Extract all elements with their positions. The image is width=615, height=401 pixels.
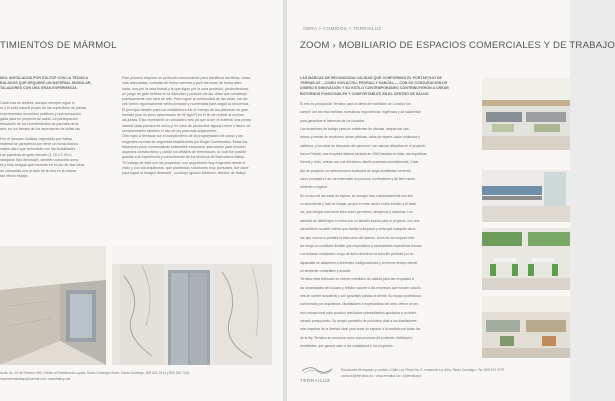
- lead-line: MOL INSTALADOS POR ITALTOP CON LA TÉCNICA: [0, 76, 89, 80]
- lounge-photo: [482, 296, 570, 358]
- text-line: Fue el llamado Volakas, importado por Italtop: [0, 136, 73, 141]
- right-footer: Soluciones de espacio y confort • Calle Los Pinos No. 9, ensanche La Julia, Santo Domingo • Tel. 809 472 0797: [341, 368, 505, 372]
- lead-line: DISEÑO E INNOVACIÓN Y SU ESTILO CONTEMPORÁNEO CONTRIBUYERON A CREAR: [300, 86, 449, 91]
- text-line: como prioridad el uso de materiales no porosos, confortables y de fácil mante-: [300, 177, 416, 182]
- text-line: durabilidad, que genera valor a los ciudadanos y los proyectos.: [300, 343, 394, 348]
- lead-line: RALADOS QUE REQUIRIÓ UN MATERIAL SINGULAR,: [0, 81, 92, 86]
- text-line: gada para un proyecto de salud. La participación: [0, 116, 78, 121]
- text-line: vicio excepcional para producir resultados sobresalientes ajustados a un deter-: [300, 310, 418, 315]
- bench-corridor-photo: [482, 156, 570, 222]
- text-line: gracias a la experiencia y conocimiento de los técnicos de Marmoleria Italtop.: [122, 155, 246, 160]
- text-line: asientos se distribuyen en línea con un tamaño exacto para el proyecto, con una: [300, 218, 420, 223]
- text-line: capacidad de adaptarse a diferentes configuraciones y al mismo tiempo ofrecer: [300, 260, 418, 265]
- elevator-marble-photo: [112, 246, 272, 365]
- text-line: ro y el sello natural propio de las superficies de piedra.: [0, 106, 87, 111]
- text-line: aria, en los frentes de los ascensores de todas las: [0, 127, 80, 132]
- text-line: rabajaron tipo libromach, también conocida como: [0, 157, 79, 162]
- text-line: Otro logro a destacar fue el cumplimiento de la programación de obras y las: [122, 134, 243, 139]
- text-line: luz, que integra una fuerte ética como gérmenes, alérgenos y manchas. Los: [300, 210, 413, 215]
- lead-line: TERRAILUZ —COMO SON ACTIU, PEDRALI Y SANCAL—, CON SU CONJUGACIÓN DE: [300, 81, 448, 86]
- text-line: nes de confort duraderas y con garantías sólidas al cliente. Su equipo profesional,: [300, 293, 422, 298]
- text-line: las juntas. Esto representó un verdadero reto ya que al ser el material una piedra: [122, 118, 252, 123]
- text-line: Este proceso requiere un profundo conocimiento para identificar las fibras, vetas,: [122, 76, 252, 80]
- text-line: ue colocadas una al lado de la otra en la misma: [0, 168, 77, 173]
- text-line: "El trabajo de esta con los proyectos, con seguidores muy exigentes desde el: [122, 160, 246, 165]
- text-line: las necesidades del usuario y brindar soporte a las empresas que buscan solucio-: [300, 285, 422, 290]
- waiting-area-photo: [482, 78, 570, 150]
- text-line: para lograr la imagen deseada", concluye Ignacio Martínez, director de Italtop.: [122, 171, 247, 176]
- right-footer-contact: contacto@terrailuz.do • www.terrailuz.do • @terrailuzrd: [341, 374, 422, 378]
- text-line: natural cada plancha es única y, en caso de producirse alguna rotura o fisura, se: [122, 123, 251, 128]
- text-line: zas fueron rigurosamente seleccionadas y numeradas para seguir la secuencia.: [122, 102, 250, 107]
- text-line: nimiento e higiene.: [300, 185, 329, 190]
- right-page-title: ZOOM › MOBILIARIO DE ESPACIOS COMERCIALES Y DE TRABAJO: [300, 40, 615, 51]
- text-line: Sancal y Actiu, ambas con sus directores diseño premiado mundialmente. Cada: [300, 160, 419, 165]
- text-line: más expertos de la libertad ideal para crear un espacio a la medida con todas las: [300, 327, 421, 332]
- text-line: inicio y con los arquitectos, que plantearon soluciones muy puntuales, fue clave: [122, 166, 249, 171]
- text-line: tipo de proyecto, se seleccionaron acabados de larga durabilidad, teniendo: [300, 168, 412, 173]
- text-line: Terrailuz está enfocado en ofrecer mobiliario de calidad para dar respuesta a: [300, 277, 414, 282]
- text-line: cafetería, y los salas de descanso del personal. Las marcas utilizadas en el proyecto: [300, 143, 426, 148]
- right-lead-text: [300, 76, 478, 97]
- text-line: más adecuadas, cortadas de forma correcta y pulir las losas de forma alter-: [122, 81, 243, 86]
- text-line: El principal desafío para los instaladores fue el manejo de las planchas de gran: [122, 107, 249, 112]
- text-line: fueron Pedrali, una empresa italiana fundada en 1963 basada en Italia; las españolas: [300, 152, 427, 157]
- text-line: El reto es principal de Terrailuz para la oferta del mobiliario de Corsdon fue: [300, 102, 411, 106]
- text-line: tan efecto espejo.: [0, 173, 29, 178]
- text-line: conformado por arquitectos, diseñadores e especialistas del área, ofrece un ser-: [300, 302, 420, 307]
- lead-line: LAS MARCAS DE RECONOCIDA CALIDAD QUE CONFORMAN EL PORTAFOLIO DE: [300, 76, 442, 80]
- text-line: material se caracteriza por tener un fondo blanco: [0, 142, 79, 147]
- text-line: cumplir con las más estrictas normativas ergonómicas, higiénicas y de salubridad: [300, 110, 421, 115]
- left-lead-text: [0, 76, 112, 92]
- text-line: fue elegir un mobiliario flexible que respondiera a necesidades específicas futuras.: [300, 243, 423, 248]
- left-column-2: [122, 76, 272, 177]
- text-line: formato (con un peso aproximado de 59 kg/m²) en el fin de reducir al mínimo: [122, 113, 245, 118]
- text-line: Las planchas de gran formato (1,78 x 2,78 m: [0, 152, 72, 157]
- text-line: carmelita en la parte inferior que facilita la limpieza y evita que cualquier derra-: [300, 227, 417, 232]
- right-body-column: [300, 100, 478, 350]
- text-line: desarrollo de los revestimientos de paredes de la: [0, 122, 79, 127]
- text-line: nada, una por la cara frontal y la que sigue por la cara posterior, produciéndose: [122, 86, 249, 91]
- text-line: ra y muy antigua que consiste en el uso de dos losas: [0, 163, 85, 168]
- text-line: experimentan recorridos positivos y una sensación: [0, 111, 81, 116]
- breadcrumb: OBRA > COMIDOS > TERRAILUZ: [303, 26, 382, 31]
- left-column-1: [0, 101, 112, 179]
- text-line: comprometería también el uso de las planchas adyacentes.: [122, 128, 217, 133]
- text-line: para garantizar el bienestar de los usuarios.: [300, 118, 366, 123]
- text-line: exigentes normas de seguridad establecidas por Bogle Construction. Estas ins-: [122, 139, 249, 144]
- lead-line: TALADORES CON UNA GRAN EXPERIENCIA.: [0, 86, 78, 91]
- left-page: [0, 0, 283, 401]
- text-line: En el caso de las salas de espera, se escogió muy cuidadosamente sus tela: [300, 193, 414, 198]
- text-line: prácticamente una obra de arte. Para lograr la continuidad de las vetas, las pie-: [122, 97, 249, 102]
- right-page: [287, 0, 615, 401]
- text-line: un juego de gran belleza en la dirección y posición de las vetas que constituye: [122, 91, 247, 96]
- text-line: Cada losa es distinta, aunque siempre sigue el: [0, 101, 75, 105]
- text-line: Las estaciones de trabajo para los ambientes de oficinas, despachos ope-: [300, 127, 410, 132]
- text-line: mates claro que armonizan con las tonalidades: [0, 147, 76, 152]
- text-line: un ambiente confortable y amable.: [300, 268, 352, 273]
- logo-wordmark: TERRAILUZ: [300, 378, 331, 383]
- text-line: talaciones pone comercializan materiales exclusivos adecuados para resolver: [122, 144, 246, 149]
- left-footer: Avda. Av. 23 de Febrero 493, Frente al Residencial Loyola, Santo Domingo Oeste, Santo Domingo, 809 531 1513 y 809 340 7434: [0, 371, 190, 375]
- hallway-photo: [0, 246, 106, 365]
- terrailuz-logo: [300, 364, 334, 383]
- cafeteria-photo: [482, 228, 570, 290]
- text-line: no absorbente y fácil de limpiar, ya que en este sector el alto tránsito y el detal: [300, 202, 416, 207]
- left-footer-contact: marmoleriaitaltop@hotmail.com, www.italtop.net: [0, 377, 71, 381]
- text-line: rativos y mesas de reuniones; áreas públicas, salas de espera, salón multiusos y: [300, 135, 420, 140]
- text-line: de la ley. Terrailuz se reconoce como una promesa de profesión, fiabilidad y: [300, 335, 413, 340]
- text-line: aspectos constructivos y cuidar los detalles de terminación, lo cual fue posible: [122, 150, 247, 155]
- text-line: minado presupuesto. Su amplio portafolio de productos dota a los diseñadores: [300, 318, 417, 323]
- left-page-title: TIMIENTOS DE MÁRMOL: [0, 40, 117, 51]
- lead-line: ENTORNOS FUNCIONALES Y CONFORTABLES EN EL CENTRO DE SALUD.: [300, 91, 430, 96]
- text-line: me que ocurra no penetre la estructura del asiento. Unos de los mejores refe-: [300, 235, 416, 240]
- text-line: Las butacas modulares Longo de Actiu ofrecieron la solución perfecta por su: [300, 252, 414, 257]
